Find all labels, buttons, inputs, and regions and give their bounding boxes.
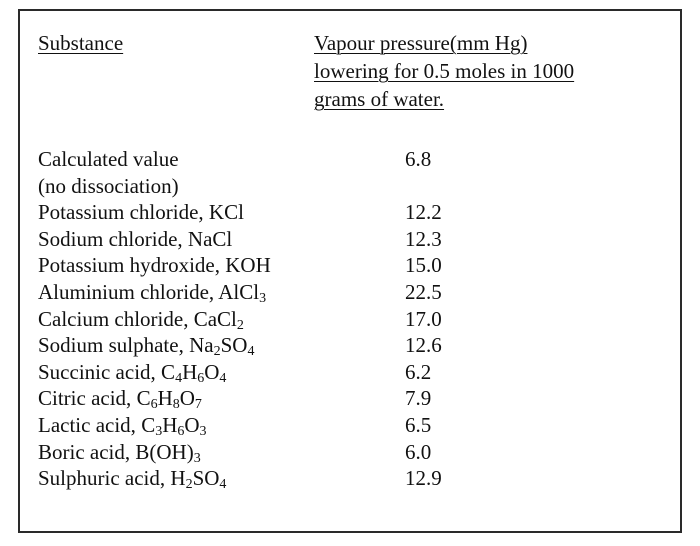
table-row <box>0 359 700 386</box>
formula-text: C <box>141 412 156 437</box>
table-row <box>0 199 700 226</box>
formula-subscript: 3 <box>193 450 201 466</box>
substance-name: Lactic acid, <box>38 412 142 437</box>
substance-header-label: Substance <box>38 31 124 55</box>
substance-column-header <box>38 29 123 57</box>
table-row <box>0 226 700 253</box>
substance-cell <box>38 412 207 439</box>
formula-text: O <box>184 412 200 437</box>
formula-subscript: 3 <box>199 423 207 439</box>
formula-text: H <box>157 386 173 411</box>
table-row <box>0 385 700 412</box>
vapour-pressure-value: 22.5 <box>405 279 442 304</box>
substance-cell <box>38 226 232 253</box>
vapour-pressure-value: 12.2 <box>405 200 442 225</box>
substance-name: Calculated value <box>38 147 179 171</box>
formula-text: O <box>204 359 220 384</box>
formula-text: AlCl <box>218 279 260 304</box>
substance-cell <box>38 385 202 412</box>
table-row <box>0 306 700 333</box>
formula-text: NaCl <box>187 226 233 251</box>
vapour-pressure-value: 6.8 <box>405 147 432 171</box>
substance-name: Sodium chloride, <box>38 226 188 251</box>
formula-subscript: 3 <box>259 290 267 306</box>
vapour-header-line-1: Vapour pressure(mm Hg) <box>314 31 528 55</box>
vapour-pressure-value: 17.0 <box>405 306 442 331</box>
table-row <box>0 412 700 439</box>
table-row <box>0 332 700 359</box>
substance-name: Sulphuric acid, <box>38 466 171 491</box>
substance-cell <box>38 199 244 226</box>
formula-text: KCl <box>208 200 244 225</box>
substance-name: Citric acid, <box>38 386 137 411</box>
formula-text: H <box>170 466 186 491</box>
formula-subscript: 4 <box>219 370 227 386</box>
substance-name: Potassium chloride, <box>38 200 209 225</box>
formula-text: H <box>182 359 198 384</box>
table-row <box>0 252 700 279</box>
substance-name: Aluminium chloride, <box>38 279 219 304</box>
vapour-header-line-3: grams of water. <box>314 87 445 111</box>
table-row <box>0 439 700 466</box>
substance-cell <box>38 359 226 386</box>
formula-subscript: 4 <box>247 344 255 360</box>
table-row <box>0 279 700 306</box>
vapour-pressure-value: 6.0 <box>405 439 432 464</box>
vapour-pressure-column-header <box>314 29 574 113</box>
formula-subscript: 3 <box>155 423 163 439</box>
substance-name: Calcium chloride, <box>38 306 194 331</box>
substance-name: Potassium hydroxide, <box>38 253 226 278</box>
substance-cell <box>38 332 254 359</box>
vapour-header-line-2: lowering for 0.5 moles in 1000 <box>314 59 575 83</box>
formula-subscript: 7 <box>194 397 202 413</box>
formula-text: SO <box>220 333 248 358</box>
formula-subscript: 6 <box>197 370 205 386</box>
vapour-pressure-value: 15.0 <box>405 253 442 278</box>
table-row <box>0 173 700 200</box>
formula-subscript: 4 <box>175 370 183 386</box>
formula-text: H <box>162 412 178 437</box>
formula-subscript: 4 <box>219 477 227 493</box>
formula-subscript: 2 <box>236 317 244 333</box>
substance-cell <box>38 173 179 200</box>
formula-text: O <box>179 386 195 411</box>
formula-subscript: 6 <box>150 397 158 413</box>
formula-text: C <box>161 359 176 384</box>
substance-name: Sodium sulphate, <box>38 333 190 358</box>
substance-name: Succinic acid, <box>38 359 162 384</box>
substance-cell <box>38 279 266 306</box>
table-row <box>0 146 700 173</box>
formula-text: SO <box>192 466 220 491</box>
vapour-pressure-value: 12.9 <box>405 466 442 491</box>
substance-cell <box>38 252 271 279</box>
vapour-pressure-value: 6.5 <box>405 412 432 437</box>
formula-text: C <box>136 386 151 411</box>
vapour-pressure-value: 6.2 <box>405 359 432 384</box>
table-body <box>0 146 700 492</box>
vapour-pressure-value: 12.3 <box>405 226 442 251</box>
formula-text: B(OH) <box>135 439 194 464</box>
formula-text: KOH <box>225 253 271 278</box>
substance-name: Boric acid, <box>38 439 136 464</box>
formula-text: Na <box>189 333 214 358</box>
table-row <box>0 465 700 492</box>
formula-subscript: 2 <box>185 477 193 493</box>
formula-subscript: 8 <box>172 397 180 413</box>
vapour-pressure-value: 12.6 <box>405 333 442 358</box>
substance-cell <box>38 306 244 333</box>
substance-cell <box>38 439 201 466</box>
formula-text: CaCl <box>193 306 237 331</box>
substance-cell <box>38 146 179 173</box>
substance-cell <box>38 465 226 492</box>
substance-name: (no dissociation) <box>38 173 179 198</box>
vapour-pressure-value: 7.9 <box>405 386 432 411</box>
formula-subscript: 2 <box>213 344 221 360</box>
formula-subscript: 6 <box>177 423 185 439</box>
